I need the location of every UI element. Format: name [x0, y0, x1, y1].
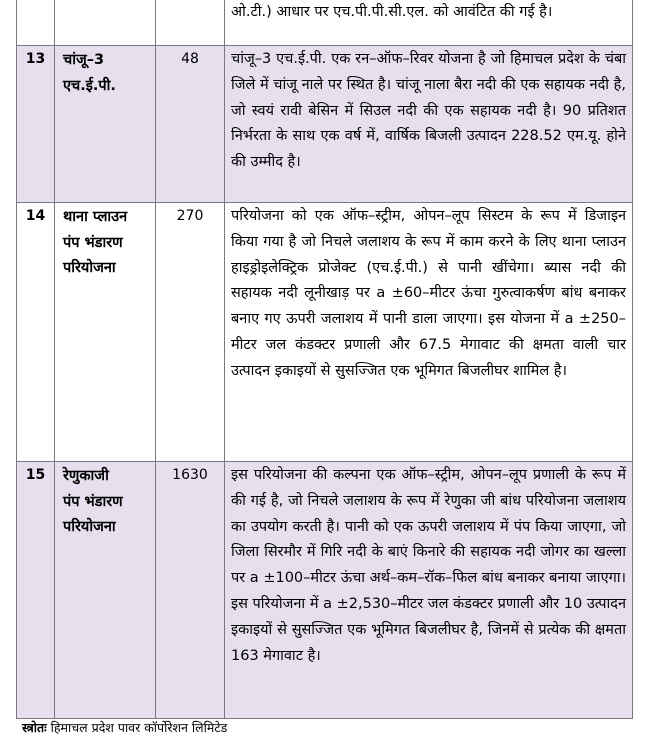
description-text: ओ.टी.) आधार पर एच.पी.पी.सी.एल. को आवंटित की गई है। — [231, 4, 553, 20]
source-text: हिमाचल प्रदेश पावर कॉर्पोरेशन लिमिटेड — [50, 720, 228, 735]
capacity-cell: 48 — [156, 46, 225, 203]
serial-number-cell — [17, 0, 55, 46]
source-label: स्त्रोतः — [22, 720, 47, 735]
table-row — [17, 203, 633, 462]
description-cell — [225, 46, 633, 203]
serial-number-cell: 13 — [17, 46, 55, 203]
table-row — [17, 46, 633, 203]
serial-number-cell: 14 — [17, 203, 55, 462]
project-name-cell: रेणुकाजी पंप भंडारण परियोजना — [55, 462, 156, 719]
table-row — [17, 0, 633, 46]
capacity-cell: 270 — [156, 203, 225, 462]
projects-table — [16, 0, 633, 719]
description-cell — [225, 203, 633, 462]
project-name-cell — [55, 0, 156, 46]
description-text: चांजू–3 एच.ई.पी. एक रन–ऑफ–रिवर योजना है जो हिमाचल प्रदेश के चंबा जिले में चांजू नाले पर स्थित है। चांजू नाला बैरा नदी की एक सहायक नदी है, जो स्वयं रावी बेसिन में सिउल नदी की एक सहायक नदी है। 90 प्रतिशत निर्भरता के साथ एक वर्ष में, वार्षिक बिजली उत्पादन 228.52 एम.यू. होने की उम्मीद है। — [231, 51, 626, 171]
description-cell — [225, 0, 633, 46]
source-note — [22, 720, 227, 736]
description-text: परियोजना को एक ऑफ–स्ट्रीम, ओपन–लूप सिस्टम के रूप में डिजाइन किया गया है जो निचले जलाशय के रूप में काम करने के लिए थाना प्लाउन हाइड्रोइलेक्ट्रिक प्रोजेक्ट (एच.ई.पी.) से पानी खींचेगा। ब्यास नदी की सहायक नदी लूनीखाड़ पर a ±60–मीटर ऊंचा गुरुत्वाकर्षण बांध बनाकर बनाए गए ऊपरी जलाशय में पानी डाला जाएगा। इस योजना में a ±250–मीटर जल कंडक्टर प्रणाली और 67.5 मेगावाट की क्षमता वाली चार उत्पादन इकाइयों से सुसज्जित एक भूमिगत बिजलीघर शामिल है। — [231, 208, 626, 379]
table-row — [17, 462, 633, 719]
capacity-cell: 1630 — [156, 462, 225, 719]
description-cell — [225, 462, 633, 719]
capacity-cell — [156, 0, 225, 46]
project-name-cell: चांजू–3 एच.ई.पी. — [55, 46, 156, 203]
description-text: इस परियोजना की कल्पना एक ऑफ–स्ट्रीम, ओपन–लूप प्रणाली के रूप में की गई है, जो निचले जलाशय के रूप में रेणुका जी बांध परियोजना जलाशय का उपयोग करती है। पानी को एक ऊपरी जलाशय में पंप किया जाएगा, जो जिला सिरमौर में गिरि नदी के बाएं किनारे की सहायक नदी जोगर का खल्ला पर a ±100–मीटर ऊंचा अर्थ–कम–रॉक–फिल बांध बनाकर बनाया जाएगा। इस परियोजना में a ±2,530–मीटर जल कंडक्टर प्रणाली और 10 उत्पादन इकाइयों से सुसज्जित एक भूमिगत बिजलीघर है, जिनमें से प्रत्येक की क्षमता 163 मेगावाट है। — [231, 467, 626, 664]
serial-number-cell: 15 — [17, 462, 55, 719]
project-name-cell: थाना प्लाउन पंप भंडारण परियोजना — [55, 203, 156, 462]
